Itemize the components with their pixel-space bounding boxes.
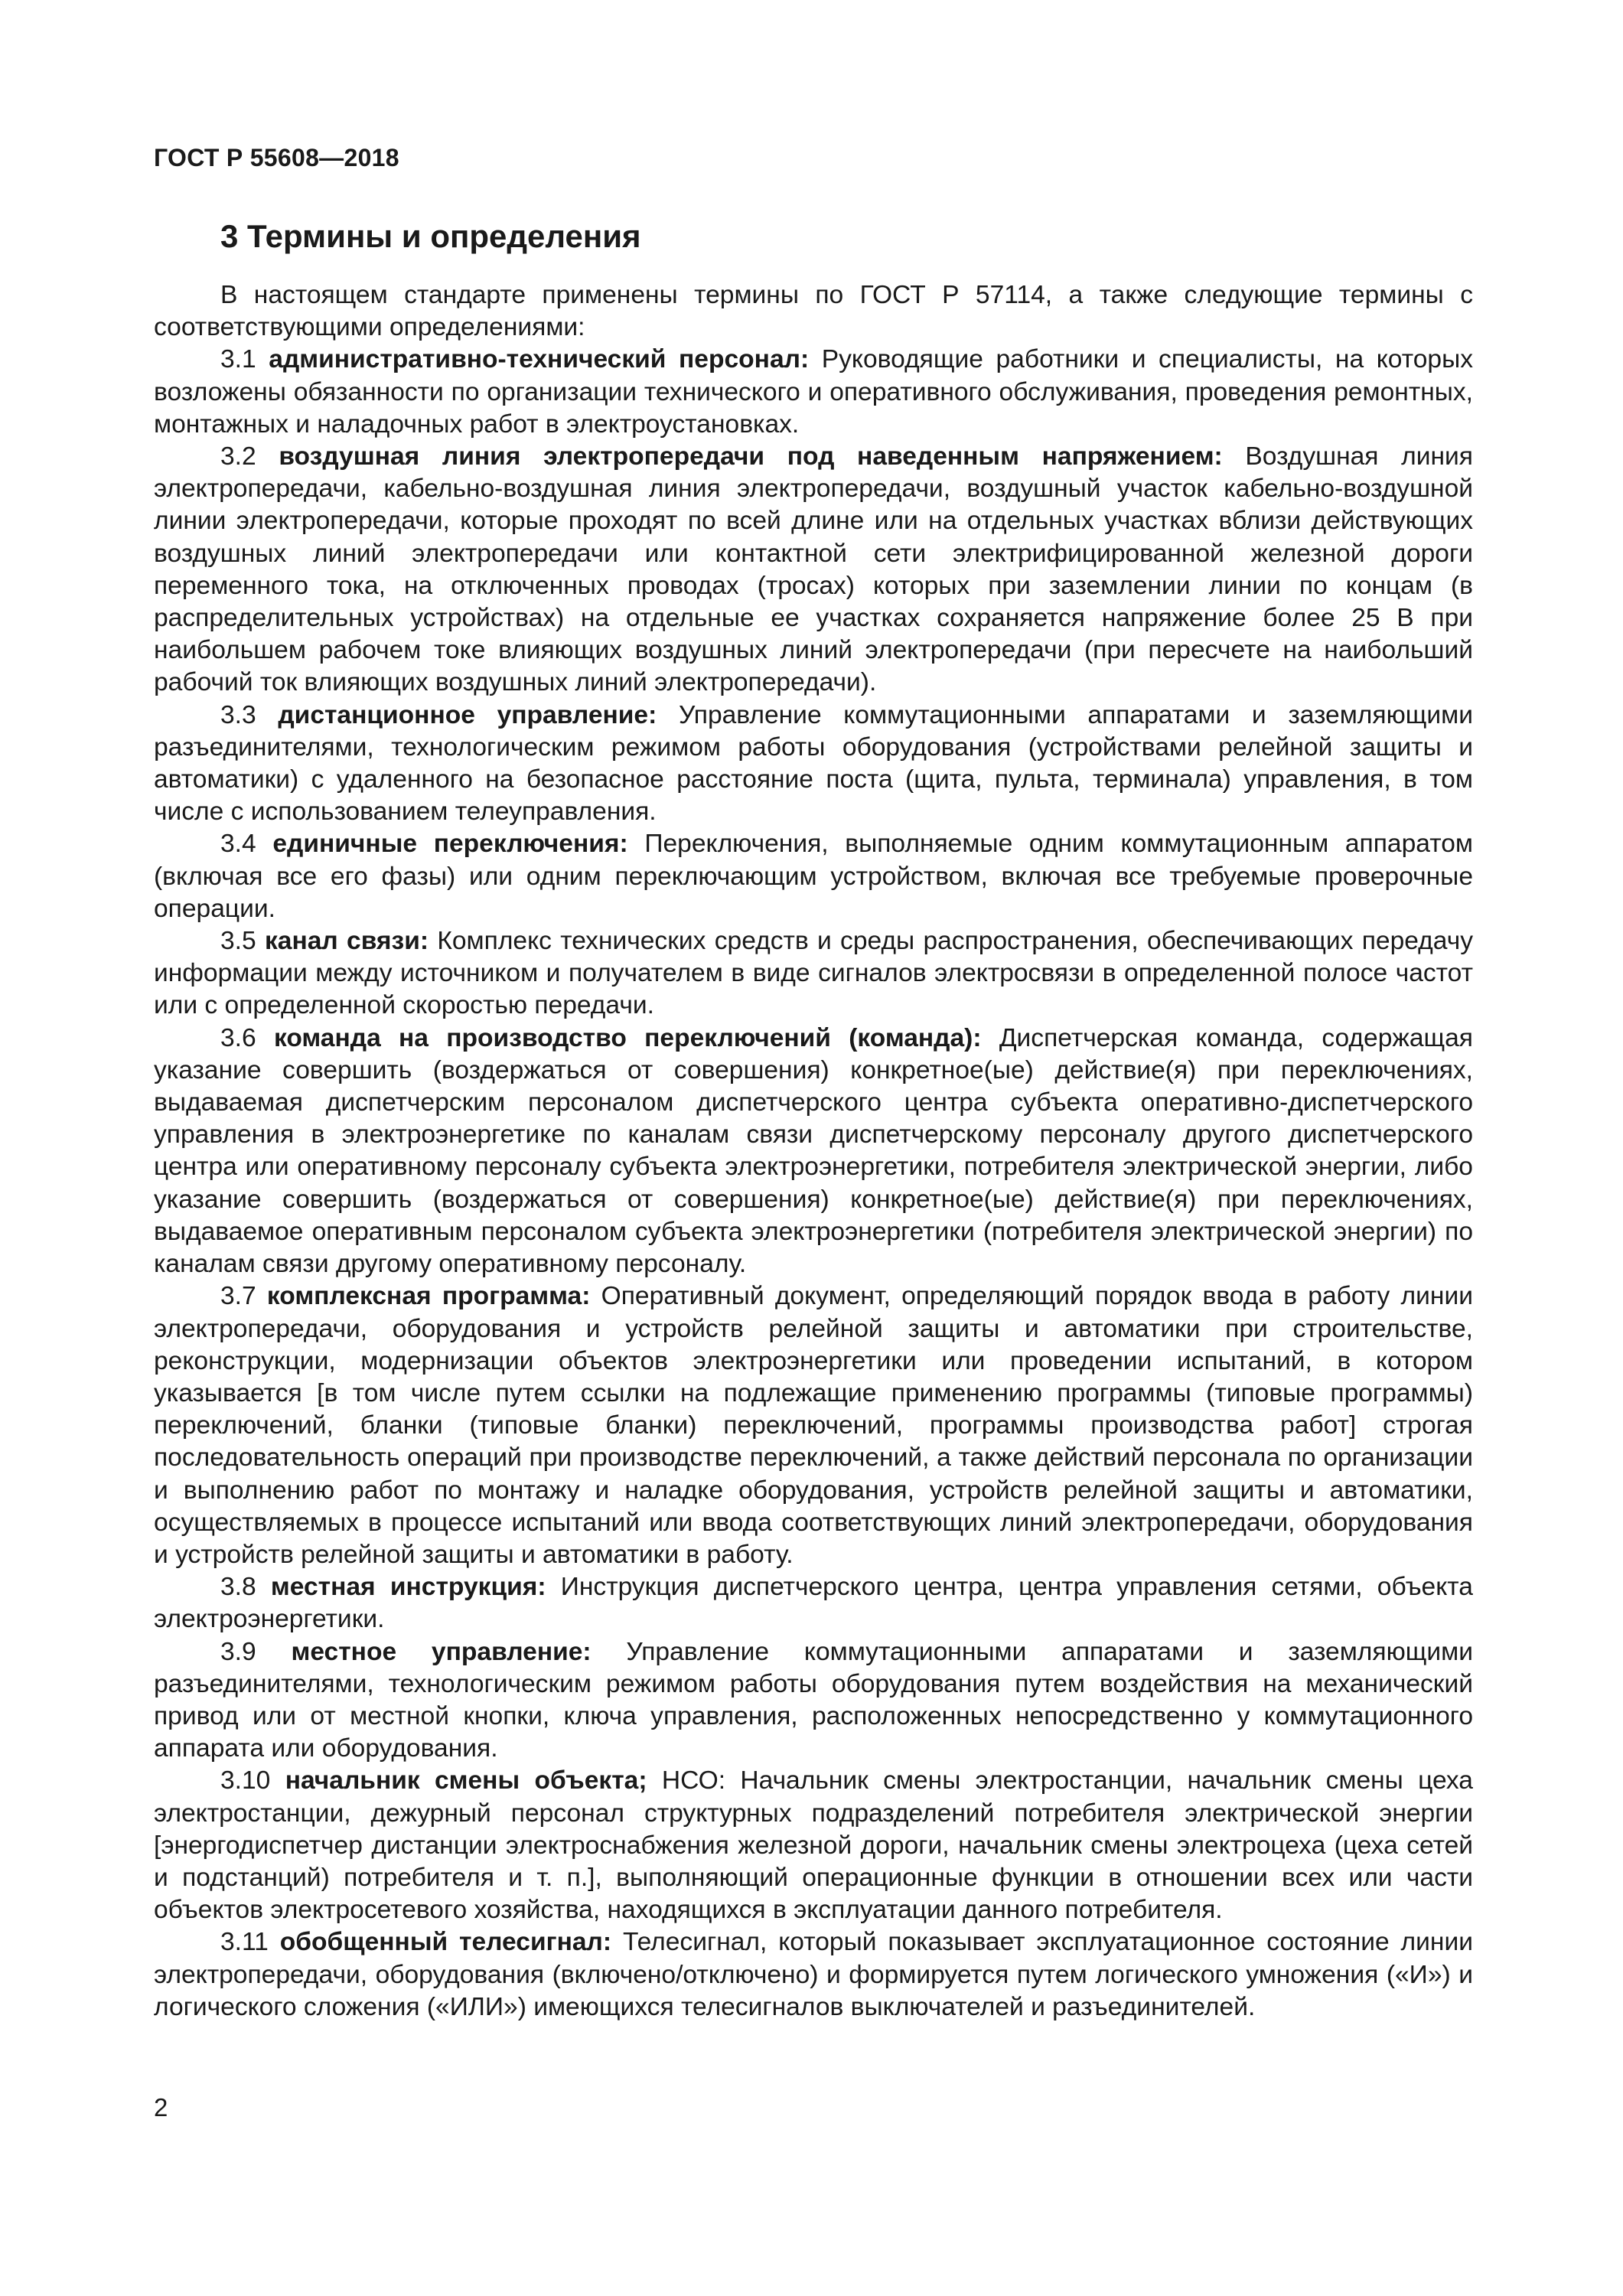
term-definition: Управление коммутационными аппаратами и заземляющими разъединителями, технологическим режимом работы оборудования путем воздействия на механический привод или от местной кнопки, ключа управления, расположенных непосредственно у коммутационного аппарата или оборудования.: [154, 1637, 1473, 1763]
term-name: дистанционное управление:: [278, 700, 657, 729]
term-entry: [154, 441, 1473, 700]
term-entry: [154, 700, 1473, 829]
term-entry: [154, 1571, 1473, 1636]
term-name: единичные переключения:: [272, 830, 628, 859]
term-entry: [154, 1280, 1473, 1571]
term-entry: [154, 1765, 1473, 1926]
term-definition: Телесигнал, который показывает эксплуатационное состояние линии электропередачи, оборудования (включено/отключено) и формируется путем логического умножения («И») и логического сложения («ИЛИ») имеющихся телесигналов выключателей и разъединителей.: [154, 1928, 1473, 2021]
document-header: ГОСТ Р 55608—2018: [154, 144, 399, 171]
term-definition: Руководящие работники и специалисты, на которых возложены обязанности по организации технического и оперативного обслуживания, проведения ремонтных, монтажных и наладочных работ в электроустановках.: [154, 345, 1473, 439]
term-name: воздушная линия электропередачи под наведенным напряжением:: [279, 442, 1223, 471]
intro-paragraph: В настоящем стандарте применены термины по ГОСТ Р 57114, а также следующие термины с соответствующими определениями:: [154, 281, 1473, 342]
term-number: 3.7: [220, 1282, 256, 1311]
term-name: начальник смены объекта;: [285, 1766, 647, 1795]
term-definition: НСО: Начальник смены электростанции, начальник смены цеха электростанции, дежурный персонал структурных подразделений потребителя электрической энергии [энергодиспетчер дистанции электроснабжения железной дороги, начальник смены электроцеха (цеха сетей и подстанций) потребителя и т. п.], выполняющий операционные функции в отношении всех или части объектов электросетевого хозяйства, находящихся в эксплуатации данного потребителя.: [154, 1766, 1473, 1925]
term-definition: Оперативный документ, определяющий порядок ввода в работу линии электропередачи, оборудования и устройств релейной защиты и автоматики при строительстве, реконструкции, модернизации объектов электроэнергетики или проведении испытаний, в котором указывается [в том числе путем ссылки на подлежащие применению программы (типовые программы) переключений, бланки (типовые бланки) переключений, программы производства работ] строгая последовательность операций при производстве переключений, а также действий персонала по организации и выполнению работ по монтажу и наладке оборудования, устройств релейной защиты и автоматики, осуществляемых в процессе испытаний или ввода соответствующих линий электропередачи, оборудования и устройств релейной защиты и автоматики в работу.: [154, 1282, 1473, 1569]
term-number: 3.5: [220, 927, 256, 956]
term-definition: Переключения, выполняемые одним коммутационным аппаратом (включая все его фазы) или одним переключающим устройством, включая все требуемые проверочные операции.: [154, 830, 1473, 923]
term-definition: Комплекс технических средств и среды распространения, обеспечивающих передачу информации между источником и получателем в виде сигналов электросвязи в определенной полосе частот или с определенной скоростью передачи.: [154, 927, 1473, 1020]
term-entry: [154, 1636, 1473, 1766]
term-name: административно-технический персонал:: [269, 345, 810, 374]
section-body: [154, 279, 1473, 2024]
term-name: канал связи:: [264, 927, 429, 956]
term-number: 3.3: [220, 700, 256, 729]
term-name: местное управление:: [291, 1637, 592, 1666]
term-name: комплексная программа:: [266, 1282, 591, 1311]
page-number: 2: [154, 2093, 168, 2122]
term-number: 3.2: [220, 442, 256, 471]
term-number: 3.6: [220, 1023, 256, 1052]
term-number: 3.10: [220, 1766, 271, 1795]
term-number: 3.4: [220, 830, 256, 859]
section-title: 3 Термины и определения: [220, 218, 641, 254]
term-definition: Диспетчерская команда, содержащая указание совершить (воздержаться от совершения) конкретное(ые) действие(я) при переключениях, выдаваемая диспетчерским персоналом диспетчерского центра субъекта оперативно-диспетчерского управления в электроэнергетике по каналам связи диспетчерскому персоналу другого диспетчерского центра или оперативному персоналу субъекта электроэнергетики, потребителя электрической энергии, либо указание совершить (воздержаться от совершения) конкретное(ые) действие(я) при переключениях, выдаваемое оперативным персоналом субъекта электроэнергетики (потребителя электрической энергии) по каналам связи другому оперативному персоналу.: [154, 1023, 1473, 1279]
term-definition: Инструкция диспетчерского центра, центра управления сетями, объекта электроэнергетики.: [154, 1573, 1473, 1634]
term-entry: [154, 1022, 1473, 1281]
term-name: команда на производство переключений (команда):: [273, 1023, 982, 1052]
term-definition: Управление коммутационными аппаратами и заземляющими разъединителями, технологическим режимом работы оборудования (устройствами релейной защиты и автоматики) с удаленного на безопасное расстояние поста (щита, пульта, терминала) управления, в том числе с использованием телеуправления.: [154, 700, 1473, 827]
term-name: обобщенный телесигнал:: [279, 1928, 612, 1957]
term-entry: [154, 925, 1473, 1022]
term-name: местная инструкция:: [270, 1573, 546, 1602]
term-entry: [154, 344, 1473, 441]
term-number: 3.11: [220, 1928, 269, 1957]
term-entry: [154, 1926, 1473, 2024]
term-definition: Воздушная линия электропередачи, кабельно-воздушная линия электропередачи, воздушный участок кабельно-воздушной линии электропередачи, которые проходят по всей длине или на отдельных участках вблизи действующих воздушных линий электропередачи или контактной сети электрифицированной железной дороги переменного тока, на отключенных проводах (тросах) которых при заземлении линии по концам (в распределительных устройствах) на отдельные ее участках сохраняется напряжение более 25 В при наибольшем рабочем токе влияющих воздушных линий электропередачи (при пересчете на наибольший рабочий ток влияющих воздушных линий электропередачи).: [154, 442, 1473, 697]
term-number: 3.8: [220, 1573, 256, 1602]
term-number: 3.9: [220, 1637, 256, 1666]
term-entry: [154, 828, 1473, 925]
term-number: 3.1: [220, 345, 256, 374]
